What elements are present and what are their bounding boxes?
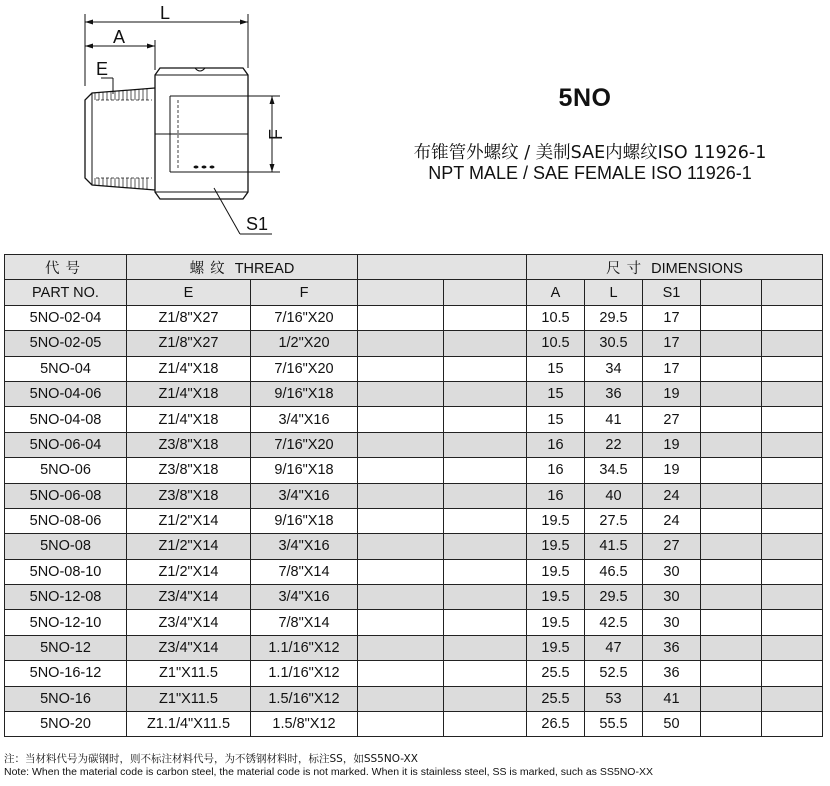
header-code: 代号 <box>5 255 127 280</box>
cell-empty <box>358 686 444 711</box>
dim-label-a: A <box>113 27 126 47</box>
col-f: F <box>251 280 358 305</box>
cell-l: 40 <box>585 483 643 508</box>
cell-l: 55.5 <box>585 712 643 737</box>
cell-empty <box>701 458 762 483</box>
cell-f: 1.1/16"X12 <box>251 635 358 660</box>
cell-empty <box>358 483 444 508</box>
cell-f: 7/16"X20 <box>251 432 358 457</box>
cell-part: 5NO-08-06 <box>5 508 127 533</box>
cell-e: Z1/8"X27 <box>127 331 251 356</box>
cell-e: Z3/8"X18 <box>127 458 251 483</box>
cell-s1: 19 <box>643 432 701 457</box>
subtitle-english: NPT MALE / SAE FEMALE ISO 11926-1 <box>428 163 752 183</box>
table-row <box>5 432 823 457</box>
cell-e: Z1/2"X14 <box>127 534 251 559</box>
cell-l: 27.5 <box>585 508 643 533</box>
cell-a: 19.5 <box>527 508 585 533</box>
cell-e: Z1/2"X14 <box>127 508 251 533</box>
cell-empty <box>701 534 762 559</box>
cell-part: 5NO-02-05 <box>5 331 127 356</box>
cell-f: 7/16"X20 <box>251 305 358 330</box>
cell-l: 34.5 <box>585 458 643 483</box>
cell-empty <box>444 559 527 584</box>
cell-l: 41 <box>585 407 643 432</box>
cell-empty <box>701 559 762 584</box>
cell-a: 10.5 <box>527 305 585 330</box>
cell-empty <box>701 432 762 457</box>
cell-e: Z1.1/4"X11.5 <box>127 712 251 737</box>
cell-s1: 17 <box>643 305 701 330</box>
cell-empty <box>762 432 823 457</box>
cell-e: Z1"X11.5 <box>127 686 251 711</box>
cell-empty <box>444 381 527 406</box>
cell-empty <box>444 585 527 610</box>
cell-a: 26.5 <box>527 712 585 737</box>
cell-empty <box>701 635 762 660</box>
cell-empty <box>358 635 444 660</box>
table-row <box>5 356 823 381</box>
cell-l: 41.5 <box>585 534 643 559</box>
cell-empty <box>358 432 444 457</box>
table-row <box>5 635 823 660</box>
cell-a: 19.5 <box>527 635 585 660</box>
cell-empty <box>444 686 527 711</box>
cell-a: 25.5 <box>527 686 585 711</box>
cell-f: 3/4"X16 <box>251 585 358 610</box>
cell-empty <box>444 432 527 457</box>
cell-empty <box>701 508 762 533</box>
cell-f: 3/4"X16 <box>251 534 358 559</box>
table-row <box>5 661 823 686</box>
cell-part: 5NO-20 <box>5 712 127 737</box>
page-title: 5NO <box>558 84 612 112</box>
cell-a: 19.5 <box>527 534 585 559</box>
cell-e: Z3/4"X14 <box>127 585 251 610</box>
cell-s1: 17 <box>643 331 701 356</box>
cell-s1: 36 <box>643 635 701 660</box>
col-a: A <box>527 280 585 305</box>
cell-l: 42.5 <box>585 610 643 635</box>
cell-l: 29.5 <box>585 585 643 610</box>
table-row <box>5 407 823 432</box>
cell-f: 7/8"X14 <box>251 559 358 584</box>
cell-s1: 17 <box>643 356 701 381</box>
dim-label-s1: S1 <box>246 214 269 234</box>
cell-empty <box>358 407 444 432</box>
table-row <box>5 585 823 610</box>
cell-l: 46.5 <box>585 559 643 584</box>
cell-a: 16 <box>527 432 585 457</box>
col-part-no: PART NO. <box>5 280 127 305</box>
cell-l: 47 <box>585 635 643 660</box>
dim-label-e: E <box>96 59 109 79</box>
cell-part: 5NO-04-08 <box>5 407 127 432</box>
cell-a: 19.5 <box>527 610 585 635</box>
header-thread: 螺纹 THREAD <box>127 255 358 280</box>
cell-empty <box>444 635 527 660</box>
cell-empty <box>358 534 444 559</box>
cell-empty <box>762 534 823 559</box>
col-s1: S1 <box>643 280 701 305</box>
cell-part: 5NO-04 <box>5 356 127 381</box>
cell-f: 1.1/16"X12 <box>251 661 358 686</box>
cell-part: 5NO-04-06 <box>5 381 127 406</box>
cell-empty <box>444 356 527 381</box>
cell-empty <box>444 712 527 737</box>
cell-a: 19.5 <box>527 559 585 584</box>
cell-empty <box>701 331 762 356</box>
cell-empty <box>701 585 762 610</box>
cell-empty <box>444 661 527 686</box>
cell-l: 22 <box>585 432 643 457</box>
table-row <box>5 686 823 711</box>
cell-f: 1/2"X20 <box>251 331 358 356</box>
cell-empty <box>701 686 762 711</box>
cell-s1: 30 <box>643 559 701 584</box>
cell-part: 5NO-16 <box>5 686 127 711</box>
table-row <box>5 305 823 330</box>
cell-empty <box>762 661 823 686</box>
cell-e: Z1/2"X14 <box>127 559 251 584</box>
cell-empty <box>358 585 444 610</box>
table-row <box>5 458 823 483</box>
cell-a: 19.5 <box>527 585 585 610</box>
col-e: E <box>127 280 251 305</box>
cell-s1: 41 <box>643 686 701 711</box>
cell-empty <box>762 458 823 483</box>
cell-e: Z3/4"X14 <box>127 610 251 635</box>
cell-empty <box>358 381 444 406</box>
cell-empty <box>701 381 762 406</box>
cell-empty <box>444 483 527 508</box>
cell-empty <box>358 305 444 330</box>
cell-s1: 27 <box>643 534 701 559</box>
table-subheader-row <box>5 280 823 305</box>
table-row <box>5 381 823 406</box>
cell-empty <box>358 661 444 686</box>
cell-l: 53 <box>585 686 643 711</box>
cell-empty <box>762 712 823 737</box>
dim-label-l: L <box>160 3 171 23</box>
header-blank <box>358 255 527 280</box>
cell-empty <box>358 610 444 635</box>
cell-empty <box>444 305 527 330</box>
cell-empty <box>358 559 444 584</box>
cell-empty <box>358 356 444 381</box>
cell-empty <box>358 508 444 533</box>
cell-e: Z1/4"X18 <box>127 381 251 406</box>
cell-l: 30.5 <box>585 331 643 356</box>
cell-e: Z1/8"X27 <box>127 305 251 330</box>
cell-part: 5NO-12-10 <box>5 610 127 635</box>
cell-empty <box>701 305 762 330</box>
cell-l: 36 <box>585 381 643 406</box>
cell-e: Z3/4"X14 <box>127 635 251 660</box>
cell-f: 9/16"X18 <box>251 508 358 533</box>
cell-empty <box>762 356 823 381</box>
cell-empty <box>701 661 762 686</box>
cell-part: 5NO-08-10 <box>5 559 127 584</box>
cell-f: 7/16"X20 <box>251 356 358 381</box>
cell-e: Z1/4"X18 <box>127 407 251 432</box>
cell-empty <box>762 407 823 432</box>
cell-part: 5NO-06-04 <box>5 432 127 457</box>
table-row <box>5 712 823 737</box>
cell-l: 29.5 <box>585 305 643 330</box>
cell-e: Z3/8"X18 <box>127 432 251 457</box>
header-dimensions: 尺寸 DIMENSIONS <box>527 255 823 280</box>
cell-f: 9/16"X18 <box>251 381 358 406</box>
cell-l: 34 <box>585 356 643 381</box>
cell-s1: 30 <box>643 585 701 610</box>
table-row <box>5 610 823 635</box>
cell-a: 25.5 <box>527 661 585 686</box>
cell-empty <box>701 407 762 432</box>
cell-a: 15 <box>527 381 585 406</box>
cell-empty <box>358 712 444 737</box>
table-header-row <box>5 255 823 280</box>
cell-a: 10.5 <box>527 331 585 356</box>
cell-empty <box>358 458 444 483</box>
cell-part: 5NO-02-04 <box>5 305 127 330</box>
cell-empty <box>762 585 823 610</box>
cell-f: 7/8"X14 <box>251 610 358 635</box>
spec-table <box>4 254 823 737</box>
cell-s1: 36 <box>643 661 701 686</box>
cell-empty <box>444 407 527 432</box>
cell-a: 15 <box>527 356 585 381</box>
table-row <box>5 559 823 584</box>
cell-s1: 24 <box>643 508 701 533</box>
cell-s1: 24 <box>643 483 701 508</box>
cell-s1: 19 <box>643 458 701 483</box>
cell-part: 5NO-16-12 <box>5 661 127 686</box>
cell-f: 9/16"X18 <box>251 458 358 483</box>
cell-part: 5NO-06 <box>5 458 127 483</box>
table-row <box>5 331 823 356</box>
cell-a: 15 <box>527 407 585 432</box>
fitting-drawing <box>0 0 300 245</box>
cell-f: 1.5/16"X12 <box>251 686 358 711</box>
cell-f: 3/4"X16 <box>251 407 358 432</box>
cell-e: Z1/4"X18 <box>127 356 251 381</box>
cell-empty <box>701 483 762 508</box>
cell-empty <box>444 610 527 635</box>
cell-s1: 27 <box>643 407 701 432</box>
cell-empty <box>762 305 823 330</box>
cell-f: 3/4"X16 <box>251 483 358 508</box>
cell-part: 5NO-12 <box>5 635 127 660</box>
cell-empty <box>762 483 823 508</box>
cell-a: 16 <box>527 483 585 508</box>
cell-e: Z1"X11.5 <box>127 661 251 686</box>
cell-f: 1.5/8"X12 <box>251 712 358 737</box>
note-english: Note: When the material code is carbon steel, the material code is not marked. When it is stainless steel, SS is marked, such as SS5NO-XX <box>4 766 653 778</box>
cell-empty <box>762 559 823 584</box>
cell-s1: 19 <box>643 381 701 406</box>
cell-empty <box>762 331 823 356</box>
cell-empty <box>701 356 762 381</box>
cell-part: 5NO-06-08 <box>5 483 127 508</box>
cell-empty <box>701 610 762 635</box>
cell-s1: 30 <box>643 610 701 635</box>
cell-empty <box>444 331 527 356</box>
cell-part: 5NO-12-08 <box>5 585 127 610</box>
cell-empty <box>444 534 527 559</box>
cell-empty <box>762 635 823 660</box>
cell-empty <box>444 458 527 483</box>
dim-label-f: F <box>266 129 286 140</box>
col-l: L <box>585 280 643 305</box>
cell-empty <box>762 508 823 533</box>
cell-empty <box>762 610 823 635</box>
cell-empty <box>762 686 823 711</box>
cell-s1: 50 <box>643 712 701 737</box>
cell-empty <box>762 381 823 406</box>
cell-empty <box>701 712 762 737</box>
note-chinese: 注：当材料代号为碳钢时，则不标注材料代号，为不锈钢材料时，标注SS，如SS5NO-XX <box>4 753 418 765</box>
cell-empty <box>358 331 444 356</box>
table-row <box>5 534 823 559</box>
cell-a: 16 <box>527 458 585 483</box>
table-row <box>5 508 823 533</box>
cell-l: 52.5 <box>585 661 643 686</box>
cell-e: Z3/8"X18 <box>127 483 251 508</box>
table-row <box>5 483 823 508</box>
cell-empty <box>444 508 527 533</box>
subtitle-chinese: 布锥管外螺纹 / 美制SAE内螺纹ISO 11926-1 <box>413 143 767 163</box>
cell-part: 5NO-08 <box>5 534 127 559</box>
